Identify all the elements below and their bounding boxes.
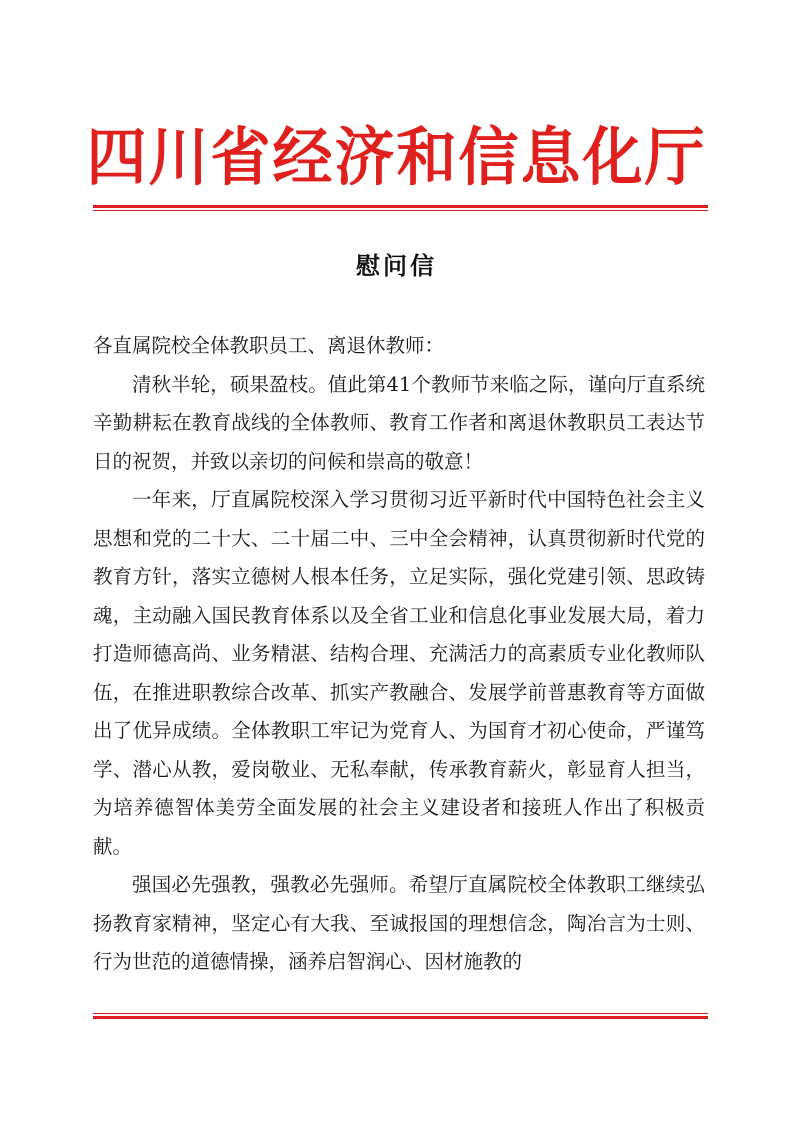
letter-body <box>93 327 705 982</box>
letter-paragraph-2: 一年来，厅直属院校深入学习贯彻习近平新时代中国特色社会主义思想和党的二十大、二十届二中、三中全会精神，认真贯彻新时代党的教育方针，落实立德树人根本任务，立足实际，强化党建引领、思政铸魂，主动融入国民教育体系以及全省工业和信息化事业发展大局，着力打造师德高尚、业务精湛、结构合理、充满活力的高素质专业化教师队伍，在推进职教综合改革、抓实产教融合、发展学前普惠教育等方面做出了优异成绩。全体教职工牢记为党育人、为国育才初心使命，严谨笃学、潜心从教，爱岗敬业、无私奉献，传承教育薪火，彰显育人担当，为培养德智体美劳全面发展的社会主义建设者和接班人作出了积极贡献。 <box>93 488 705 858</box>
letter-paragraph-1: 清秋半轮，硕果盈枝。值此第41个教师节来临之际，谨向厅直系统辛勤耕耘在教育战线的全体教师、教育工作者和离退休教职员工表达节日的祝贺，并致以亲切的问候和崇高的敬意！ <box>93 372 705 473</box>
footer-divider <box>93 1013 708 1019</box>
letter-salutation: 各直属院校全体教职员工、离退休教师： <box>93 334 445 357</box>
masthead-divider <box>93 205 708 211</box>
letter-title: 慰问信 <box>356 251 437 280</box>
masthead-org-name: 四川省经济和信息化厅 <box>86 121 707 195</box>
letter-paragraph-3: 强国必先强教，强教必先强师。希望厅直属院校全体教职工继续弘扬教育家精神，坚定心有大我、至诚报国的理想信念，陶冶言为士则、行为世范的道德情操，涵养启智润心、因材施教的 <box>93 873 705 973</box>
